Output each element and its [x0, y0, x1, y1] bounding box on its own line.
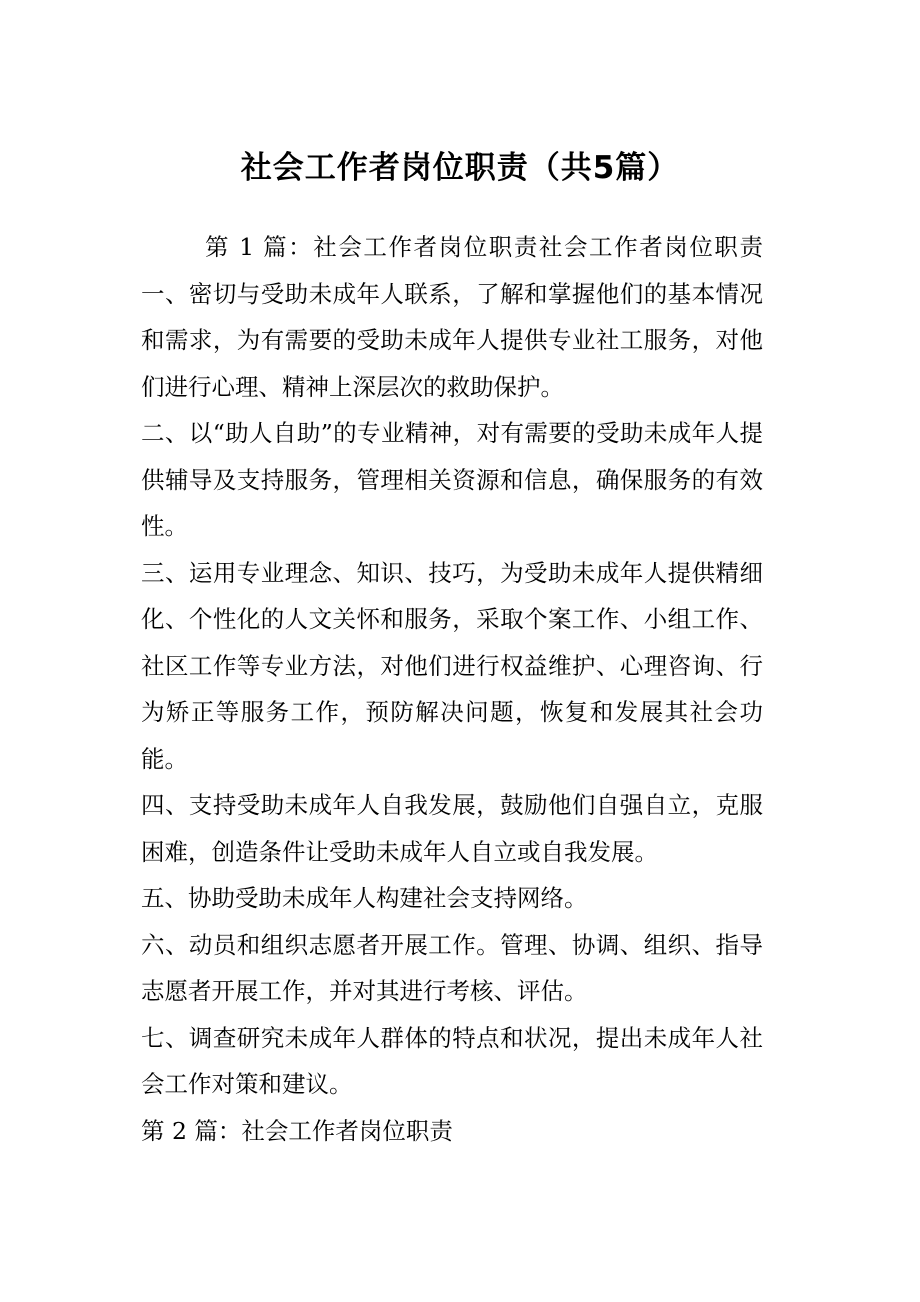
paragraph-item-5: 五、协助受助未成年人构建社会支持网络。 [141, 884, 588, 912]
document-body [141, 224, 763, 1154]
paragraph-item-4: 四、支持受助未成年人自我发展，鼓励他们自强自立，克服困难，创造条件让受助未成年人自立或自我发展。 [141, 791, 763, 866]
document-title: 社会工作者岗位职责（共5篇） [240, 150, 680, 186]
paragraph-item-3: 三、运用专业理念、知识、技巧，为受助未成年人提供精细化、个性化的人文关怀和服务，采取个案工作、小组工作、社区工作等专业方法，对他们进行权益维护、心理咨询、行为矫正等服务工作，预防解决问题，恢复和发展其社会功能。 [141, 558, 763, 773]
paragraph-item-6: 六、动员和组织志愿者开展工作。管理、协调、组织、指导志愿者开展工作，并对其进行考核、评估。 [141, 930, 763, 1005]
paragraph-item-2: 二、以“助人自助”的专业精神，对有需要的受助未成年人提供辅导及支持服务，管理相关资源和信息，确保服务的有效性。 [141, 419, 763, 540]
paragraph-part1-intro: 第 1 篇：社会工作者岗位职责社会工作者岗位职责一、密切与受助未成年人联系，了解和掌握他们的基本情况和需求，为有需要的受助未成年人提供专业社工服务，对他们进行心理、精神上深层次的救助保护。 [141, 233, 763, 401]
paragraph-part2-heading: 第 2 篇：社会工作者岗位职责 [141, 1116, 453, 1145]
paragraph-item-7: 七、调查研究未成年人群体的特点和状况，提出未成年人社会工作对策和建议。 [141, 1023, 763, 1098]
